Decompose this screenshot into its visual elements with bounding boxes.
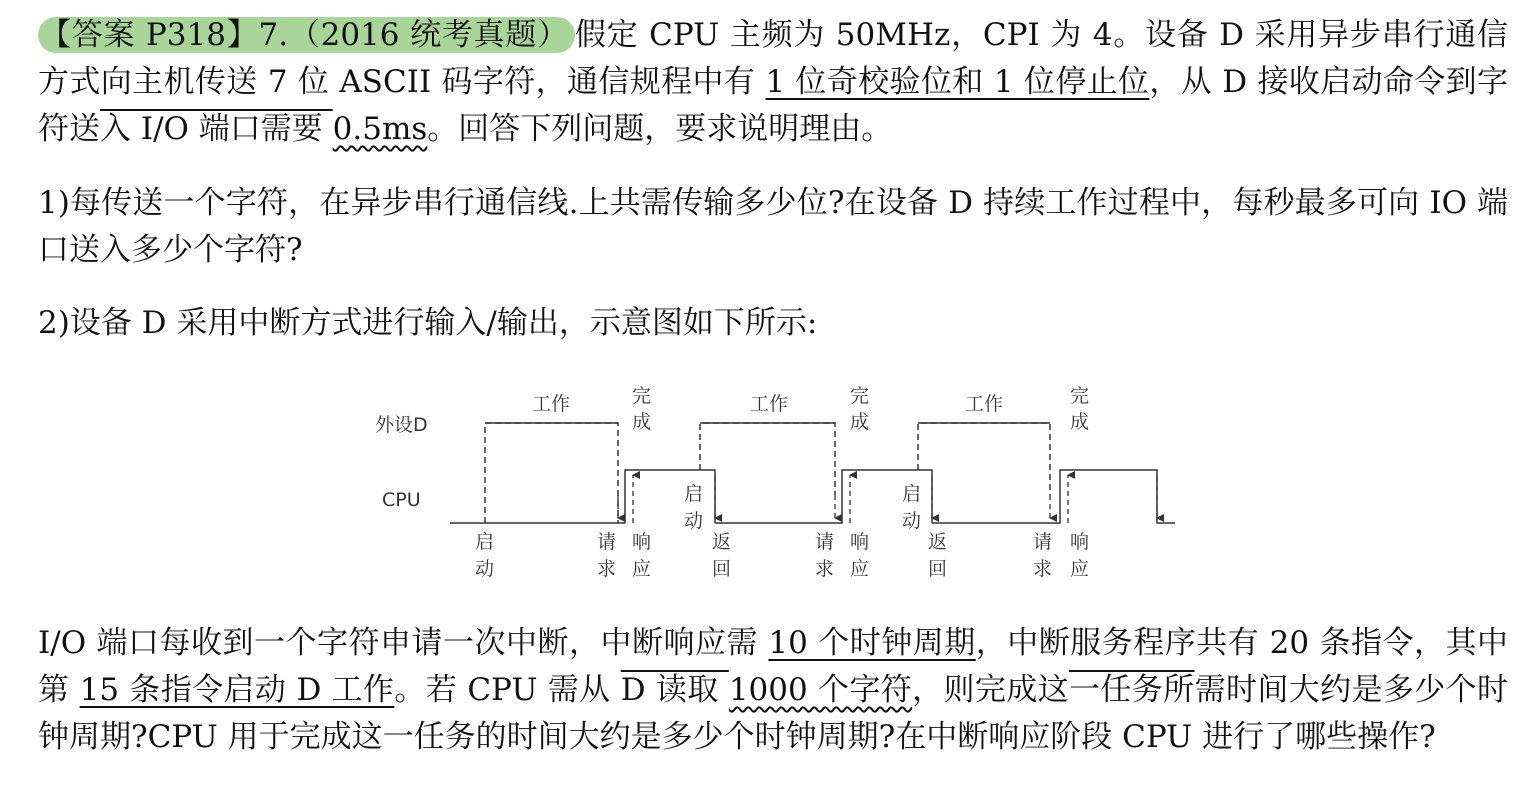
instruction-15-underlined: 15 条指令启动 D 工作 <box>79 672 395 708</box>
done-label-3a: 完 <box>1070 385 1090 407</box>
request-label-3a: 请 <box>1033 531 1053 553</box>
q2b-text-1: I/O 端口每收到一个字符申请一次中断，中断响应需 <box>38 625 769 661</box>
start-inner-2b: 动 <box>902 510 922 532</box>
request-label-1a: 请 <box>597 531 617 553</box>
request-label-2a: 请 <box>815 531 835 553</box>
respond-label-2a: 响 <box>850 531 870 553</box>
intro-text-3: 。回答下列问题，要求说明理由。 <box>427 111 893 147</box>
answer-tag: 【答案 P318】7.（2016 统考真题） <box>38 17 575 53</box>
work-label-2: 工作 <box>750 393 789 415</box>
start-inner-1a: 启 <box>684 483 704 505</box>
respond-label-1b: 应 <box>632 558 652 580</box>
work-label-1: 工作 <box>532 393 571 415</box>
work-labels <box>532 393 1003 415</box>
interrupt-response-underlined: 10 个时钟周期 <box>768 625 976 661</box>
done-label-2a: 完 <box>850 385 870 407</box>
question-2-detail <box>38 620 1508 761</box>
request-label-2b: 求 <box>815 558 835 580</box>
read-from-d-overlined: D 读取 <box>620 672 729 708</box>
device-signal <box>485 423 1050 523</box>
task-overlined: 一任务所 <box>1069 672 1195 708</box>
intro-text-1: 假定 CPU 主频为 50MHz，CPI 为 4。设备 D 采用异步串行通信方式向主机传送 7 位 ASCII 码字符，通信规程中有 <box>38 17 1508 100</box>
question-2: 2)设备 D 采用中断方式进行输入/输出，示意图如下所示: <box>38 305 818 341</box>
start-inner-1b: 动 <box>684 510 704 532</box>
device-row-label: 外设D <box>375 414 428 436</box>
problem-intro <box>38 12 1508 153</box>
char-count-wavy: 1000 个字符 <box>728 672 913 708</box>
q2b-text-4: ，则完成这 <box>912 672 1070 708</box>
respond-label-3a: 响 <box>1070 531 1090 553</box>
cpu-signal <box>450 470 1175 523</box>
return-label-1b: 回 <box>712 558 732 580</box>
done-label-3b: 成 <box>1070 411 1090 433</box>
request-label-1b: 求 <box>597 558 617 580</box>
work-label-3: 工作 <box>965 393 1004 415</box>
start-labels-inner <box>684 483 921 532</box>
q2b-text-3: 。若 CPU 需从 <box>394 672 621 708</box>
respond-label-1a: 响 <box>632 531 652 553</box>
bottom-labels <box>475 531 1089 580</box>
done-label-1a: 完 <box>632 385 652 407</box>
done-label-1b: 成 <box>632 411 652 433</box>
respond-label-3b: 应 <box>1070 558 1090 580</box>
q2b-text-5: 需时间大约是多少个时钟周期?CPU 用于完成这一任务的时间大约是多少个时钟周期?在中断响应阶段 CPU 进行了哪些操作? <box>38 672 1509 755</box>
cpu-row-label: CPU <box>382 489 421 511</box>
io-port-overlined: 入 I/O 端口需要 <box>100 111 333 147</box>
respond-label-2b: 应 <box>850 558 870 580</box>
question-1: 1)每传送一个字符，在异步串行通信线.上共需传输多少位?在设备 D 持续工作过程中，每秒最多可向 IO 端口送入多少个字符? <box>38 185 1508 268</box>
start-inner-2a: 启 <box>902 483 922 505</box>
interrupt-timing-diagram <box>360 375 1190 590</box>
return-label-2a: 返 <box>928 531 948 553</box>
time-value-wavy: 0.5ms <box>332 111 428 147</box>
parity-stop-bits-underlined: 1 位奇校验位和 1 位停止位 <box>765 64 1150 100</box>
request-label-3b: 求 <box>1033 558 1053 580</box>
q2b-text-2: ，中断服务程序共有 20 条指令，其中第 <box>38 625 1508 708</box>
start-label-b: 动 <box>475 558 495 580</box>
return-label-1a: 返 <box>712 531 732 553</box>
done-label-2b: 成 <box>850 411 870 433</box>
intro-text-2: ，从 D 接收启动命令到字符送 <box>38 64 1508 147</box>
start-label-a: 启 <box>475 531 495 553</box>
return-label-2b: 回 <box>928 558 948 580</box>
